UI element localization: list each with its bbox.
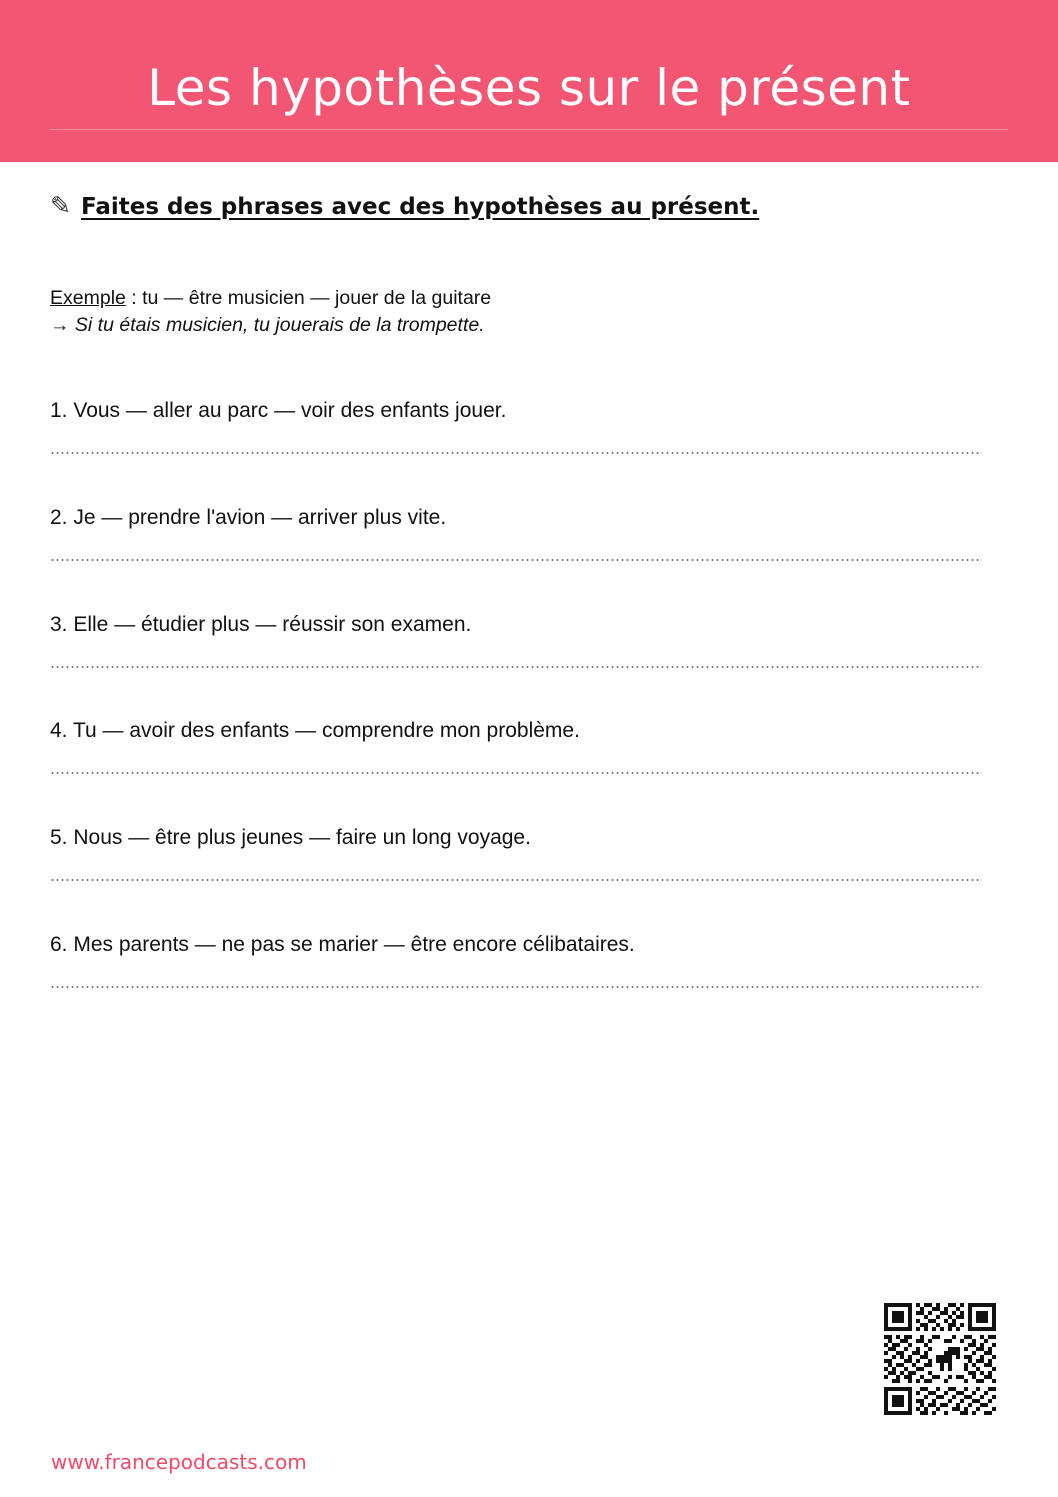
example-block [50,285,491,339]
example-label: Exemple [50,287,126,309]
example-line [50,285,491,312]
answer-line[interactable] [50,559,982,561]
answer-line[interactable] [50,452,982,454]
pencil-icon: ✎ [50,191,71,220]
header-banner [0,0,1058,162]
exercise-prompt: 3. Elle — étudier plus — réussir son examen. [50,613,472,636]
answer-line[interactable] [50,772,982,774]
header-divider [50,129,1008,130]
exercise-item [50,716,985,774]
exercise-item [50,930,985,988]
exercise-prompt: 2. Je — prendre l'avion — arriver plus vite. [50,506,447,529]
website-link[interactable]: www.francepodcasts.com [51,1450,307,1474]
page-title: Les hypothèses sur le présent [147,59,911,117]
arrow-icon: → [50,314,75,336]
exercise-item [50,823,985,881]
exercise-item [50,396,985,454]
exercise-prompt: 4. Tu — avoir des enfants — comprendre mon problème. [50,719,580,742]
answer-line[interactable] [50,879,982,881]
instruction-text: Faites des phrases avec des hypothèses au présent. [80,194,760,220]
example-prompt: : tu — être musicien — jouer de la guitare [125,287,492,309]
exercise-item [50,503,985,561]
qr-code-icon[interactable] [884,1303,996,1415]
example-answer-line [50,312,491,339]
exercise-prompt: 1. Vous — aller au parc — voir des enfants jouer. [50,399,507,422]
exercise-prompt: 6. Mes parents — ne pas se marier — être encore célibataires. [50,933,635,956]
exercise-item [50,610,985,668]
answer-line[interactable] [50,666,982,668]
answer-line[interactable] [50,986,982,988]
exercise-prompt: 5. Nous — être plus jeunes — faire un long voyage. [50,826,531,849]
example-answer: Si tu étais musicien, tu jouerais de la trompette. [74,314,485,336]
instruction [50,188,759,225]
